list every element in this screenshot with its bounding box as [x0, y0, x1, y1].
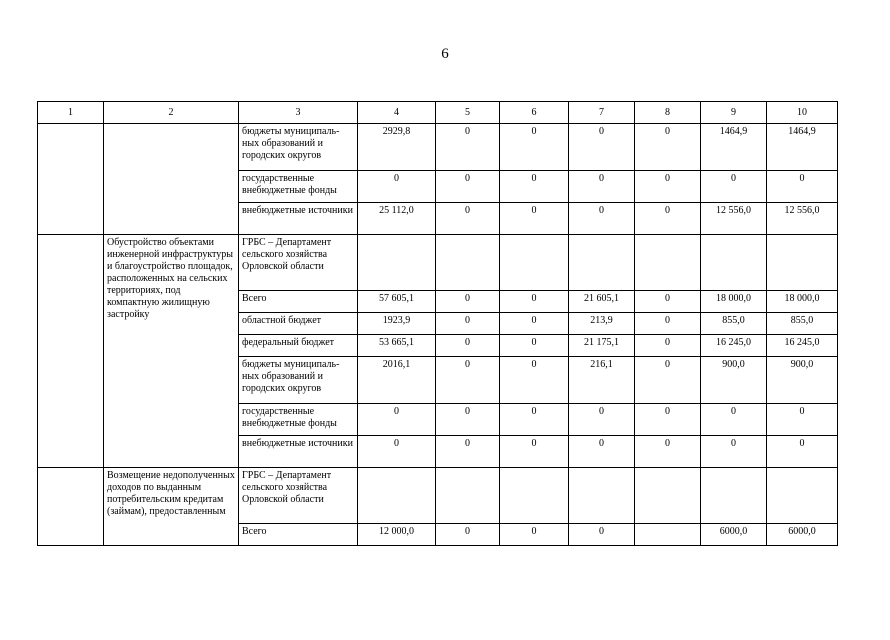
col-header-3: 3	[239, 102, 358, 124]
value-cell: 0	[500, 313, 569, 335]
value-cell: 0	[767, 436, 838, 468]
value-cell: 53 665,1	[358, 335, 436, 357]
value-cell: 0	[436, 524, 500, 546]
value-cell	[569, 235, 635, 291]
col-header-7: 7	[569, 102, 635, 124]
value-cell: 6000,0	[767, 524, 838, 546]
value-cell	[358, 468, 436, 524]
value-cell	[358, 235, 436, 291]
program-name-cell: Обустройство объектами инженерной инфраструктуры и благоустройство площадок, расположенных на сельских территориях, под компактную жилищную застройку	[104, 235, 239, 468]
table-row	[38, 124, 838, 171]
program-name-cell: Возмещение недополученных доходов по выданным потребительским кредитам (займам), предоставленным	[104, 468, 239, 546]
table-row	[38, 235, 838, 291]
value-cell: 6000,0	[701, 524, 767, 546]
value-cell: 0	[358, 171, 436, 203]
funding-source-cell: внебюджетные источники	[239, 203, 358, 235]
value-cell: 0	[500, 124, 569, 171]
value-cell: 0	[500, 436, 569, 468]
value-cell: 2016,1	[358, 357, 436, 404]
value-cell	[701, 468, 767, 524]
value-cell: 0	[635, 313, 701, 335]
value-cell: 0	[569, 171, 635, 203]
value-cell	[767, 235, 838, 291]
value-cell: 16 245,0	[767, 335, 838, 357]
funding-source-cell: государственные внебюджетные фонды	[239, 404, 358, 436]
value-cell: 0	[701, 171, 767, 203]
funding-source-cell: федеральный бюджет	[239, 335, 358, 357]
value-cell: 900,0	[767, 357, 838, 404]
value-cell: 0	[500, 291, 569, 313]
value-cell: 855,0	[767, 313, 838, 335]
value-cell: 0	[436, 335, 500, 357]
funding-source-cell: бюджеты муниципаль-ных образований и городских округов	[239, 357, 358, 404]
value-cell: 0	[569, 404, 635, 436]
value-cell: 0	[436, 404, 500, 436]
value-cell: 0	[436, 357, 500, 404]
value-cell: 1464,9	[767, 124, 838, 171]
value-cell: 213,9	[569, 313, 635, 335]
value-cell: 0	[635, 436, 701, 468]
value-cell: 0	[767, 404, 838, 436]
value-cell: 0	[569, 124, 635, 171]
value-cell: 57 605,1	[358, 291, 436, 313]
table-row	[38, 468, 838, 524]
value-cell	[635, 235, 701, 291]
value-cell	[436, 468, 500, 524]
col-header-8: 8	[635, 102, 701, 124]
value-cell: 0	[500, 335, 569, 357]
value-cell: 0	[436, 171, 500, 203]
value-cell: 18 000,0	[701, 291, 767, 313]
value-cell	[701, 235, 767, 291]
value-cell	[635, 468, 701, 524]
value-cell: 0	[635, 335, 701, 357]
row-number-cell	[38, 468, 104, 546]
value-cell: 0	[701, 436, 767, 468]
value-cell: 0	[569, 203, 635, 235]
value-cell: 0	[436, 313, 500, 335]
value-cell: 0	[635, 357, 701, 404]
value-cell: 0	[701, 404, 767, 436]
value-cell: 216,1	[569, 357, 635, 404]
value-cell: 21 605,1	[569, 291, 635, 313]
value-cell	[569, 468, 635, 524]
funding-source-cell: внебюджетные источники	[239, 436, 358, 468]
value-cell: 0	[635, 404, 701, 436]
funding-source-cell: Всего	[239, 524, 358, 546]
value-cell: 0	[569, 524, 635, 546]
value-cell: 0	[500, 357, 569, 404]
value-cell: 16 245,0	[701, 335, 767, 357]
value-cell: 18 000,0	[767, 291, 838, 313]
funding-source-cell: Всего	[239, 291, 358, 313]
value-cell: 900,0	[701, 357, 767, 404]
value-cell: 25 112,0	[358, 203, 436, 235]
value-cell: 0	[436, 291, 500, 313]
funding-source-cell: ГРБС – Департамент сельского хозяйства Орловской области	[239, 468, 358, 524]
col-header-2: 2	[104, 102, 239, 124]
value-cell: 0	[358, 436, 436, 468]
row-number-cell	[38, 124, 104, 235]
value-cell: 1923,9	[358, 313, 436, 335]
value-cell: 12 000,0	[358, 524, 436, 546]
value-cell: 12 556,0	[701, 203, 767, 235]
value-cell: 0	[436, 124, 500, 171]
col-header-5: 5	[436, 102, 500, 124]
header-row	[38, 102, 838, 124]
col-header-10: 10	[767, 102, 838, 124]
value-cell: 12 556,0	[767, 203, 838, 235]
value-cell: 0	[358, 404, 436, 436]
row-number-cell	[38, 235, 104, 468]
col-header-4: 4	[358, 102, 436, 124]
col-header-6: 6	[500, 102, 569, 124]
value-cell	[436, 235, 500, 291]
funding-source-cell: ГРБС – Департамент сельского хозяйства Орловской области	[239, 235, 358, 291]
value-cell: 0	[500, 203, 569, 235]
value-cell: 0	[500, 524, 569, 546]
program-name-cell	[104, 124, 239, 235]
value-cell: 0	[635, 291, 701, 313]
funding-source-cell: областной бюджет	[239, 313, 358, 335]
value-cell: 0	[436, 436, 500, 468]
value-cell	[767, 468, 838, 524]
page-number: 6	[441, 46, 449, 62]
value-cell: 21 175,1	[569, 335, 635, 357]
value-cell: 0	[569, 436, 635, 468]
value-cell	[500, 235, 569, 291]
value-cell: 0	[500, 171, 569, 203]
value-cell: 0	[635, 124, 701, 171]
value-cell: 0	[635, 171, 701, 203]
funding-source-cell: государственные внебюджетные фонды	[239, 171, 358, 203]
value-cell: 0	[436, 203, 500, 235]
value-cell: 1464,9	[701, 124, 767, 171]
col-header-9: 9	[701, 102, 767, 124]
value-cell: 0	[635, 203, 701, 235]
value-cell: 0	[500, 404, 569, 436]
budget-table	[37, 101, 838, 546]
value-cell: 855,0	[701, 313, 767, 335]
value-cell: 0	[767, 171, 838, 203]
value-cell	[635, 524, 701, 546]
value-cell	[500, 468, 569, 524]
col-header-1: 1	[38, 102, 104, 124]
value-cell: 2929,8	[358, 124, 436, 171]
funding-source-cell: бюджеты муниципаль-ных образований и городских округов	[239, 124, 358, 171]
